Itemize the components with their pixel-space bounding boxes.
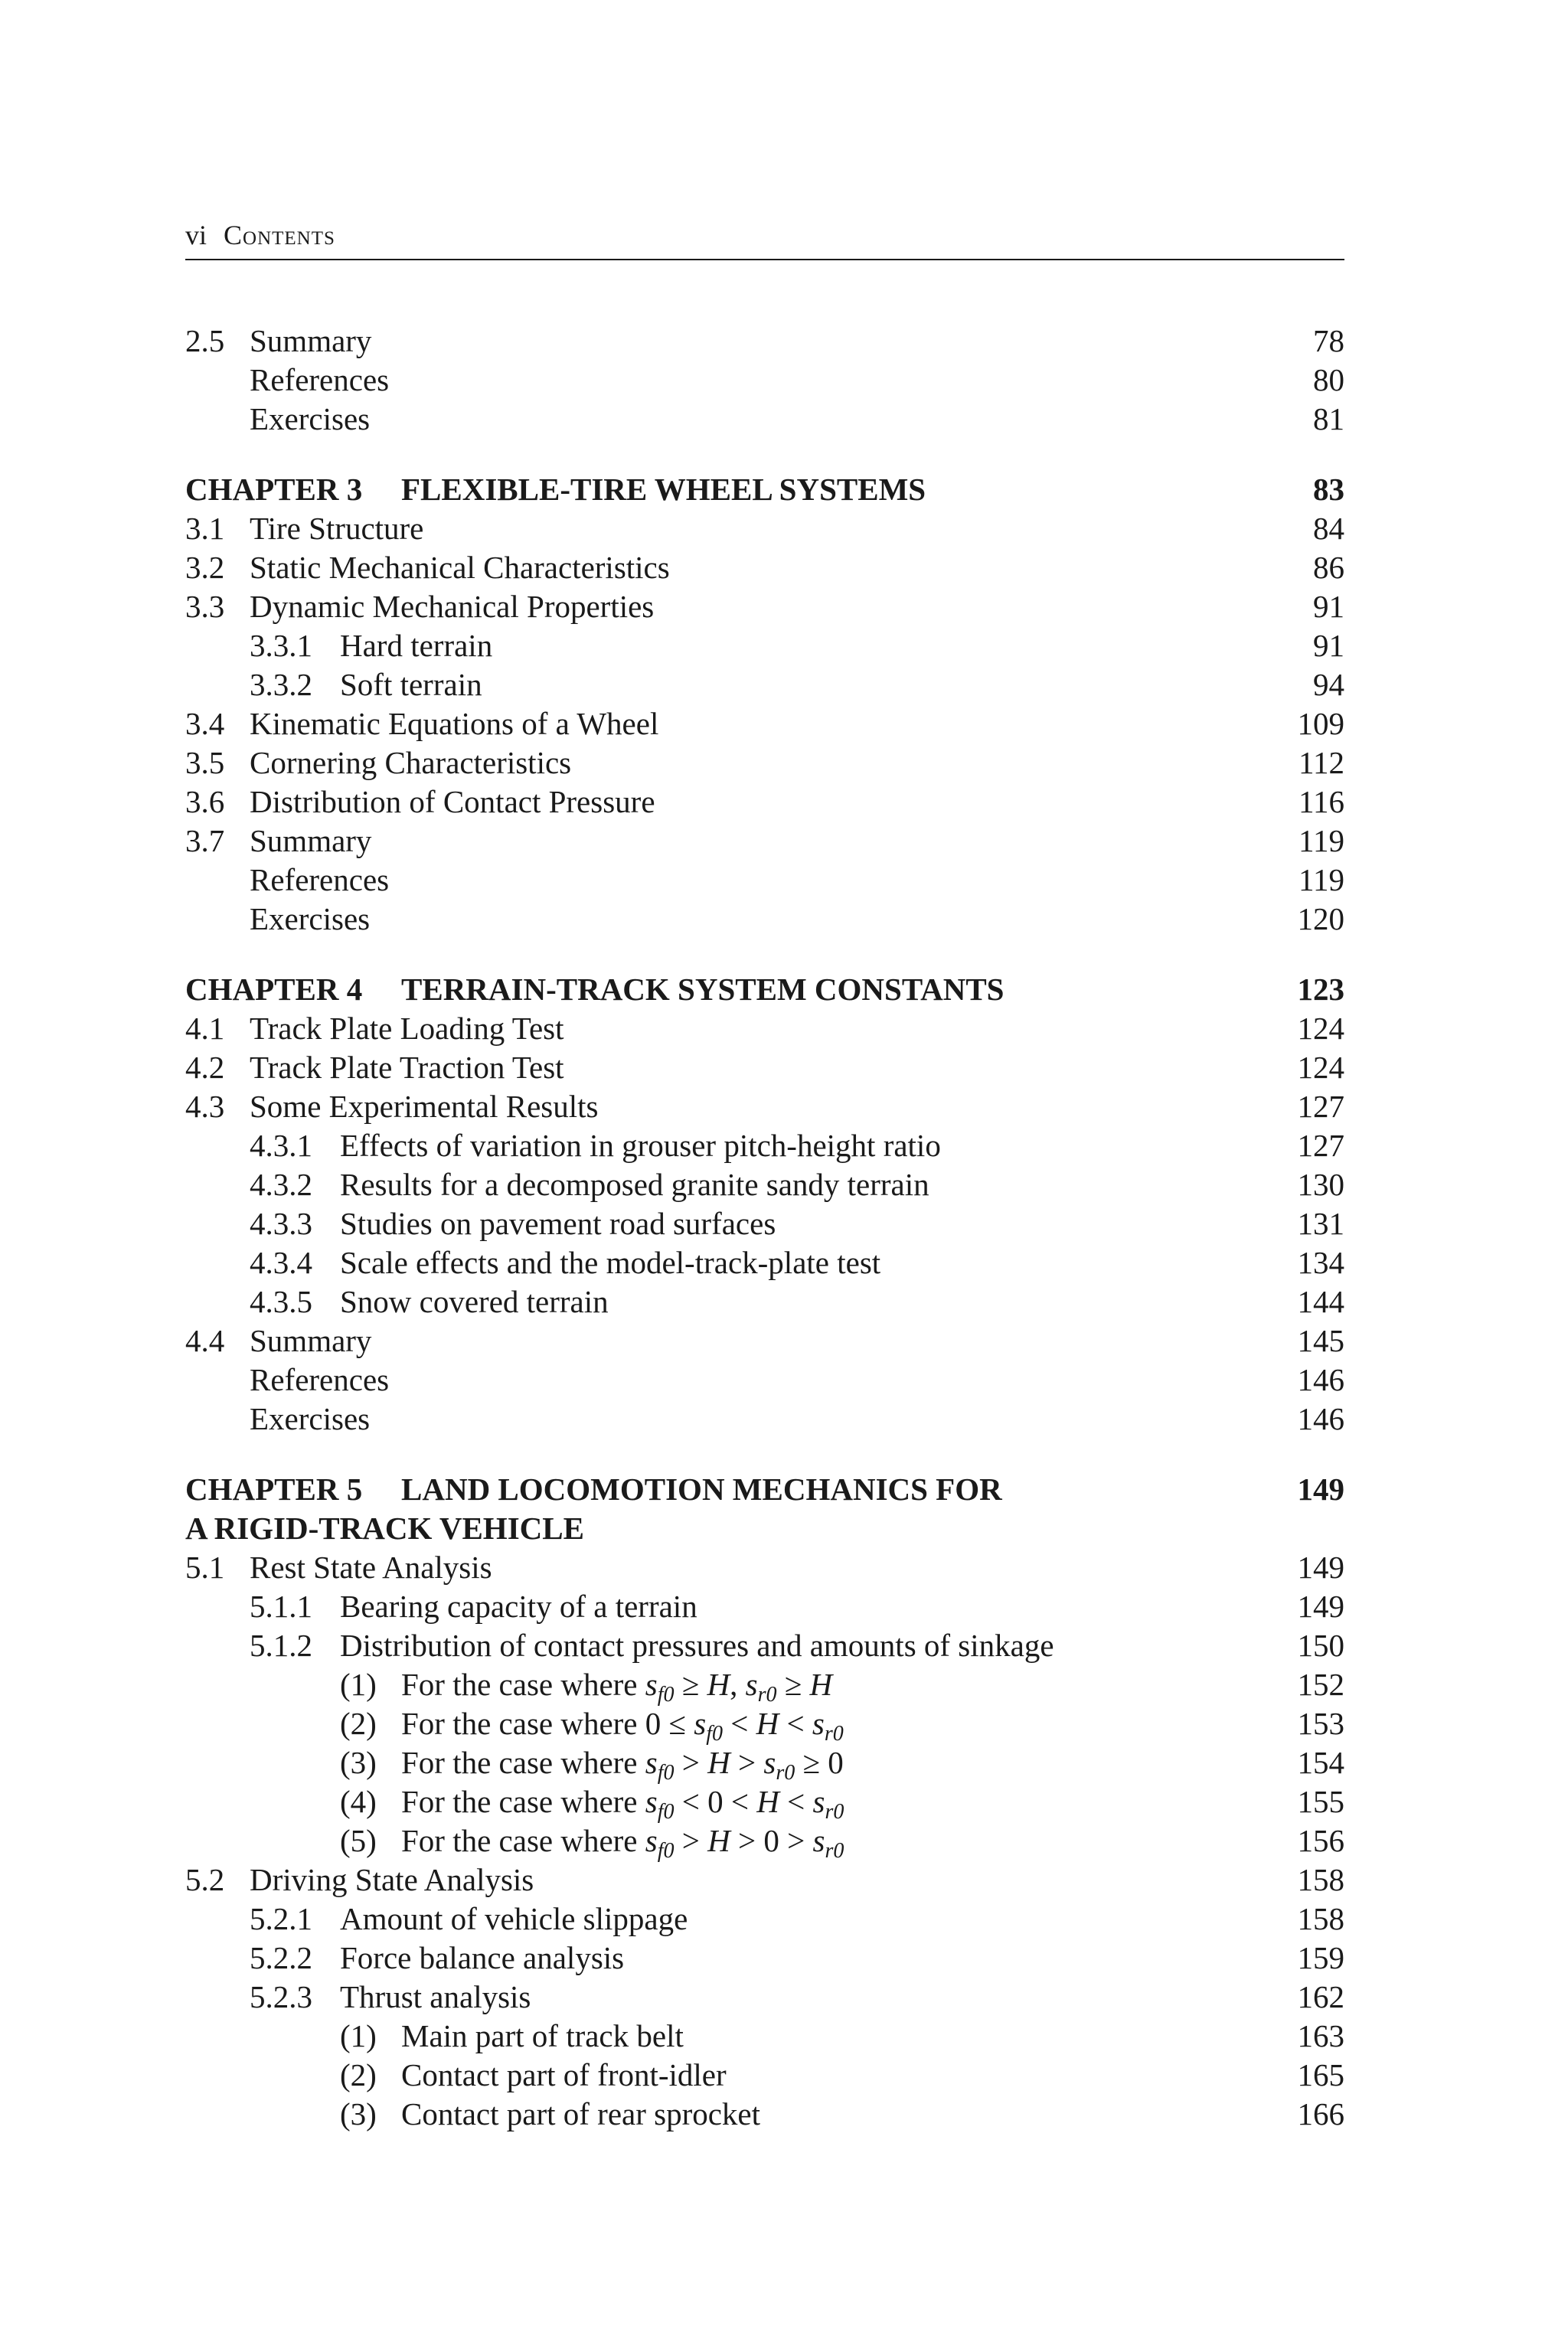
toc-entry-number: 3.7 bbox=[185, 823, 225, 858]
toc-entry bbox=[185, 704, 1344, 743]
toc-entry-number: 3.2 bbox=[185, 550, 225, 585]
toc-entry bbox=[185, 1704, 1344, 1746]
toc-entry-title-text: Driving State Analysis bbox=[250, 1862, 534, 1897]
toc-entry-number: 4.3 bbox=[185, 1089, 225, 1124]
toc-entry-title bbox=[250, 822, 371, 861]
toc-entry-title bbox=[250, 704, 658, 743]
toc-entry-title-text: Contact part of front-idler bbox=[401, 2057, 727, 2092]
page-number: vi bbox=[185, 220, 207, 250]
toc-entry-title-text: Summary bbox=[250, 323, 372, 358]
toc-entry-formula: $s_{f0} \ge H$, $s_{r0} \ge H$ bbox=[645, 1667, 833, 1707]
toc-chapter-entry bbox=[185, 970, 1344, 1009]
toc-entry-number: 4.3.3 bbox=[250, 1206, 312, 1241]
toc-entry-title bbox=[185, 1509, 584, 1548]
toc-entry-title bbox=[250, 1860, 534, 1900]
toc-entry-title-text: For the case where bbox=[401, 1745, 638, 1780]
toc-entry-page: 152 bbox=[1297, 1667, 1344, 1702]
toc-entry-title-text: For the case where bbox=[401, 1667, 638, 1702]
toc-entry bbox=[185, 1782, 1344, 1824]
toc-entry-page: 109 bbox=[1297, 706, 1344, 741]
toc-entry-title bbox=[250, 1048, 564, 1087]
toc-entry-number: 5.1 bbox=[185, 1550, 225, 1585]
toc-entry-title bbox=[340, 1243, 880, 1282]
toc-entry-title bbox=[340, 1978, 531, 2017]
toc-entry bbox=[185, 861, 1344, 900]
toc-entry-page: 163 bbox=[1297, 2018, 1344, 2053]
toc-entry-title bbox=[401, 970, 1004, 1009]
toc-entry-title-text: Main part of track belt bbox=[401, 2018, 684, 2053]
toc-entry-number: 3.3 bbox=[185, 589, 225, 624]
toc-entry-title bbox=[250, 587, 654, 626]
toc-entry-title bbox=[340, 1126, 941, 1165]
toc-entry-page: 144 bbox=[1297, 1284, 1344, 1319]
toc-entry bbox=[185, 361, 1344, 400]
toc-page bbox=[185, 0, 1344, 2352]
toc-entry-title-text: References bbox=[250, 862, 390, 897]
toc-entry-number: (3) bbox=[340, 2096, 377, 2132]
toc-entry bbox=[185, 1587, 1344, 1626]
toc-chapter-entry bbox=[185, 470, 1344, 509]
toc-entry-title-text: Force balance analysis bbox=[340, 1940, 625, 1975]
toc-entry-number: 4.4 bbox=[185, 1323, 225, 1358]
toc-entry-title-text: Amount of vehicle slippage bbox=[340, 1901, 688, 1936]
running-head bbox=[185, 217, 1344, 260]
toc-entry-title bbox=[250, 509, 423, 548]
toc-entry-title bbox=[340, 1939, 624, 1978]
toc-entry bbox=[185, 2095, 1344, 2134]
toc-entry-page: 130 bbox=[1297, 1167, 1344, 1202]
toc-entry bbox=[185, 509, 1344, 548]
toc-entry-number: 4.3.2 bbox=[250, 1167, 312, 1202]
toc-entry bbox=[185, 1939, 1344, 1978]
toc-entry-title bbox=[340, 1626, 1054, 1665]
toc-entry bbox=[185, 1743, 1344, 1785]
toc-entry-title bbox=[340, 1204, 776, 1243]
toc-entry-title bbox=[340, 1900, 688, 1939]
toc-entry-title-text: For the case where bbox=[401, 1823, 638, 1858]
toc-entry-page: 78 bbox=[1313, 323, 1344, 358]
toc-entry-title bbox=[250, 743, 571, 782]
toc-entry bbox=[185, 1126, 1344, 1165]
toc-entry-title-text: Dynamic Mechanical Properties bbox=[250, 589, 655, 624]
toc-entry-title bbox=[250, 1009, 564, 1048]
toc-entry-page: 158 bbox=[1297, 1901, 1344, 1936]
toc-entry-title bbox=[340, 1282, 609, 1321]
toc-entry bbox=[185, 1665, 1344, 1707]
toc-entry bbox=[185, 548, 1344, 587]
toc-entry-page: 119 bbox=[1298, 823, 1344, 858]
toc-entry-title bbox=[401, 2017, 684, 2056]
toc-entry-number: (3) bbox=[340, 1745, 377, 1780]
toc-entry-title-text: Static Mechanical Characteristics bbox=[250, 550, 670, 585]
toc-entry-title-text: Exercises bbox=[250, 401, 371, 436]
toc-entry-number: 4.3.5 bbox=[250, 1284, 312, 1319]
toc-entry bbox=[185, 322, 1344, 361]
toc-entry-title-text: LAND LOCOMOTION MECHANICS FOR bbox=[401, 1472, 1002, 1507]
toc-entry-page: 150 bbox=[1297, 1628, 1344, 1663]
toc-entry-formula: $s_{f0} < 0 < H < s_{r0}$ bbox=[645, 1784, 844, 1824]
toc-entry bbox=[185, 2017, 1344, 2056]
toc-entry-number: 3.3.1 bbox=[250, 628, 312, 663]
toc-entry-title bbox=[401, 2056, 727, 2095]
toc-entry-title-text: Snow covered terrain bbox=[340, 1284, 609, 1319]
toc-entry-page: 149 bbox=[1297, 1472, 1344, 1507]
toc-entry-title-text: Cornering Characteristics bbox=[250, 745, 572, 780]
toc-entry-title-text: Soft terrain bbox=[340, 667, 482, 702]
toc-entry-title bbox=[250, 400, 370, 439]
toc-entry-title bbox=[250, 322, 371, 361]
toc-entry-title-text: Exercises bbox=[250, 901, 371, 936]
toc-entry-number: 5.2.3 bbox=[250, 1979, 312, 2014]
toc-entry-title bbox=[401, 2095, 760, 2134]
toc-entry-title bbox=[250, 1400, 370, 1439]
toc-entry-number: 3.5 bbox=[185, 745, 225, 780]
toc-entry-number: 3.1 bbox=[185, 511, 225, 546]
toc-entry-title-text: Track Plate Traction Test bbox=[250, 1050, 564, 1085]
toc-entry-formula: $0 \le s_{f0} < H < s_{r0}$ bbox=[645, 1706, 844, 1746]
toc-entry bbox=[185, 626, 1344, 665]
toc-entry-page: 158 bbox=[1297, 1862, 1344, 1897]
toc-entry bbox=[185, 1243, 1344, 1282]
toc-entry-page: 153 bbox=[1297, 1706, 1344, 1741]
toc-entry-title bbox=[401, 1704, 844, 1746]
toc-entry-page: 84 bbox=[1313, 511, 1344, 546]
toc-entry bbox=[185, 1626, 1344, 1665]
toc-entry-page: 94 bbox=[1313, 667, 1344, 702]
toc-entry-page: 159 bbox=[1297, 1940, 1344, 1975]
toc-entry-page: 91 bbox=[1313, 589, 1344, 624]
toc-entry-formula: $s_{f0} > H > s_{r0} \ge 0$ bbox=[645, 1745, 844, 1785]
toc-entry-number: 5.2 bbox=[185, 1862, 225, 1897]
toc-entry-page: 162 bbox=[1297, 1979, 1344, 2014]
toc-entry-page: 146 bbox=[1297, 1362, 1344, 1397]
toc-entry bbox=[185, 1821, 1344, 1863]
toc-entry-title bbox=[340, 626, 492, 665]
toc-entry-title bbox=[401, 1470, 1002, 1509]
toc-entry-page: 112 bbox=[1298, 745, 1344, 780]
toc-entry-page: 155 bbox=[1297, 1784, 1344, 1819]
toc-entry bbox=[185, 400, 1344, 439]
toc-entry-title-text: Hard terrain bbox=[340, 628, 493, 663]
toc-entry-page: 166 bbox=[1297, 2096, 1344, 2132]
toc-entry-number: 5.1.1 bbox=[250, 1589, 312, 1624]
toc-entry bbox=[185, 1509, 1344, 1548]
toc-entry-title bbox=[250, 861, 389, 900]
toc-entry bbox=[185, 1087, 1344, 1126]
toc-entry-title-text: Results for a decomposed granite sandy terrain bbox=[340, 1167, 929, 1202]
toc-entry bbox=[185, 1009, 1344, 1048]
toc-entry-page: 131 bbox=[1297, 1206, 1344, 1241]
toc-entry-title-text: Contact part of rear sprocket bbox=[401, 2096, 761, 2132]
toc-entry-title-text: A RIGID-TRACK VEHICLE bbox=[185, 1511, 584, 1546]
toc-entry-title bbox=[401, 1743, 844, 1785]
toc-entry bbox=[185, 822, 1344, 861]
toc-entry-title-text: Scale effects and the model-track-plate test bbox=[340, 1245, 881, 1280]
toc-entry-number: (2) bbox=[340, 1706, 377, 1741]
toc-entry bbox=[185, 665, 1344, 704]
toc-entry bbox=[185, 782, 1344, 822]
toc-entry-title bbox=[340, 1165, 929, 1204]
toc-entry-page: 154 bbox=[1297, 1745, 1344, 1780]
toc-entry-title bbox=[340, 665, 482, 704]
toc-entry-number: CHAPTER 3 bbox=[185, 472, 363, 507]
toc-entry-title-text: FLEXIBLE-TIRE WHEEL SYSTEMS bbox=[401, 472, 926, 507]
toc-entry-title bbox=[250, 1087, 598, 1126]
toc-entry-number: (5) bbox=[340, 1823, 377, 1858]
toc-entry-title bbox=[250, 548, 670, 587]
toc-entry-title-text: For the case where bbox=[401, 1784, 638, 1819]
toc-entry-title bbox=[250, 900, 370, 939]
toc-entry-page: 80 bbox=[1313, 362, 1344, 397]
toc-entry-title bbox=[401, 470, 926, 509]
toc-entry-page: 123 bbox=[1297, 972, 1344, 1007]
toc-entry-title-text: Summary bbox=[250, 823, 372, 858]
toc-entry-page: 146 bbox=[1297, 1401, 1344, 1436]
toc-entry-title bbox=[250, 782, 655, 822]
table-of-contents bbox=[185, 322, 1344, 2134]
toc-entry bbox=[185, 1048, 1344, 1087]
toc-entry-page: 124 bbox=[1297, 1011, 1344, 1046]
toc-entry bbox=[185, 1204, 1344, 1243]
toc-entry bbox=[185, 587, 1344, 626]
toc-entry-title bbox=[250, 1361, 389, 1400]
toc-entry-number: (1) bbox=[340, 2018, 377, 2053]
toc-entry-page: 83 bbox=[1313, 472, 1344, 507]
toc-entry-title-text: Studies on pavement road surfaces bbox=[340, 1206, 776, 1241]
toc-entry-title-text: Kinematic Equations of a Wheel bbox=[250, 706, 659, 741]
toc-entry-number: 3.6 bbox=[185, 784, 225, 819]
toc-entry-page: 81 bbox=[1313, 401, 1344, 436]
toc-entry-number: 3.3.2 bbox=[250, 667, 312, 702]
running-head-title: Contents bbox=[224, 220, 335, 250]
toc-entry bbox=[185, 1978, 1344, 2017]
toc-entry bbox=[185, 1860, 1344, 1900]
toc-entry-page: 127 bbox=[1297, 1089, 1344, 1124]
toc-chapter-entry bbox=[185, 1470, 1344, 1509]
toc-entry-title-text: TERRAIN-TRACK SYSTEM CONSTANTS bbox=[401, 972, 1004, 1007]
toc-entry-page: 165 bbox=[1297, 2057, 1344, 2092]
toc-entry-title bbox=[401, 1665, 833, 1707]
toc-entry-number: 4.1 bbox=[185, 1011, 225, 1046]
toc-entry-title-text: Effects of variation in grouser pitch-height ratio bbox=[340, 1128, 941, 1163]
toc-entry-number: CHAPTER 4 bbox=[185, 972, 363, 1007]
toc-entry-number: 2.5 bbox=[185, 323, 225, 358]
toc-entry bbox=[185, 2056, 1344, 2095]
toc-entry bbox=[185, 1900, 1344, 1939]
toc-entry bbox=[185, 1165, 1344, 1204]
toc-entry-number: 5.1.2 bbox=[250, 1628, 312, 1663]
toc-entry-title-text: Summary bbox=[250, 1323, 372, 1358]
toc-entry bbox=[185, 743, 1344, 782]
toc-entry-page: 149 bbox=[1297, 1550, 1344, 1585]
toc-entry-title-text: Exercises bbox=[250, 1401, 371, 1436]
toc-entry-number: 4.3.1 bbox=[250, 1128, 312, 1163]
toc-entry-title-text: References bbox=[250, 362, 390, 397]
toc-entry-title bbox=[250, 1321, 371, 1361]
toc-entry-page: 91 bbox=[1313, 628, 1344, 663]
toc-entry-title-text: Bearing capacity of a terrain bbox=[340, 1589, 697, 1624]
toc-entry-number: CHAPTER 5 bbox=[185, 1472, 363, 1507]
toc-entry-page: 145 bbox=[1297, 1323, 1344, 1358]
toc-entry-number: 5.2.1 bbox=[250, 1901, 312, 1936]
toc-entry-page: 116 bbox=[1298, 784, 1344, 819]
toc-entry-title-text: Rest State Analysis bbox=[250, 1550, 492, 1585]
toc-entry-page: 120 bbox=[1297, 901, 1344, 936]
toc-entry-page: 86 bbox=[1313, 550, 1344, 585]
toc-entry-title-text: Distribution of Contact Pressure bbox=[250, 784, 655, 819]
toc-entry-title-text: Track Plate Loading Test bbox=[250, 1011, 564, 1046]
toc-entry-title-text: Thrust analysis bbox=[340, 1979, 531, 2014]
toc-entry-number: (1) bbox=[340, 1667, 377, 1702]
toc-entry-title-text: Tire Structure bbox=[250, 511, 424, 546]
toc-entry-title-text: Some Experimental Results bbox=[250, 1089, 599, 1124]
toc-entry-title bbox=[250, 361, 389, 400]
toc-entry-page: 134 bbox=[1297, 1245, 1344, 1280]
toc-entry-title bbox=[401, 1821, 844, 1863]
toc-entry-page: 149 bbox=[1297, 1589, 1344, 1624]
toc-entry-title-text: For the case where bbox=[401, 1706, 638, 1741]
toc-entry-page: 127 bbox=[1297, 1128, 1344, 1163]
toc-entry-title-text: Distribution of contact pressures and amounts of sinkage bbox=[340, 1628, 1054, 1663]
toc-entry-page: 119 bbox=[1298, 862, 1344, 897]
toc-entry-number: 5.2.2 bbox=[250, 1940, 312, 1975]
toc-entry bbox=[185, 900, 1344, 939]
toc-entry-page: 156 bbox=[1297, 1823, 1344, 1858]
toc-entry-formula: $s_{f0} > H > 0 > s_{r0}$ bbox=[645, 1823, 844, 1863]
toc-entry bbox=[185, 1282, 1344, 1321]
toc-entry bbox=[185, 1321, 1344, 1361]
toc-entry-number: (2) bbox=[340, 2057, 377, 2092]
toc-entry-number: 4.2 bbox=[185, 1050, 225, 1085]
toc-entry bbox=[185, 1548, 1344, 1587]
toc-entry-title bbox=[401, 1782, 844, 1824]
toc-entry-number: (4) bbox=[340, 1784, 377, 1819]
toc-entry bbox=[185, 1361, 1344, 1400]
toc-entry-number: 4.3.4 bbox=[250, 1245, 312, 1280]
toc-entry-page: 124 bbox=[1297, 1050, 1344, 1085]
toc-entry-number: 3.4 bbox=[185, 706, 225, 741]
toc-entry bbox=[185, 1400, 1344, 1439]
toc-entry-title bbox=[250, 1548, 492, 1587]
toc-entry-title-text: References bbox=[250, 1362, 390, 1397]
toc-entry-title bbox=[340, 1587, 697, 1626]
